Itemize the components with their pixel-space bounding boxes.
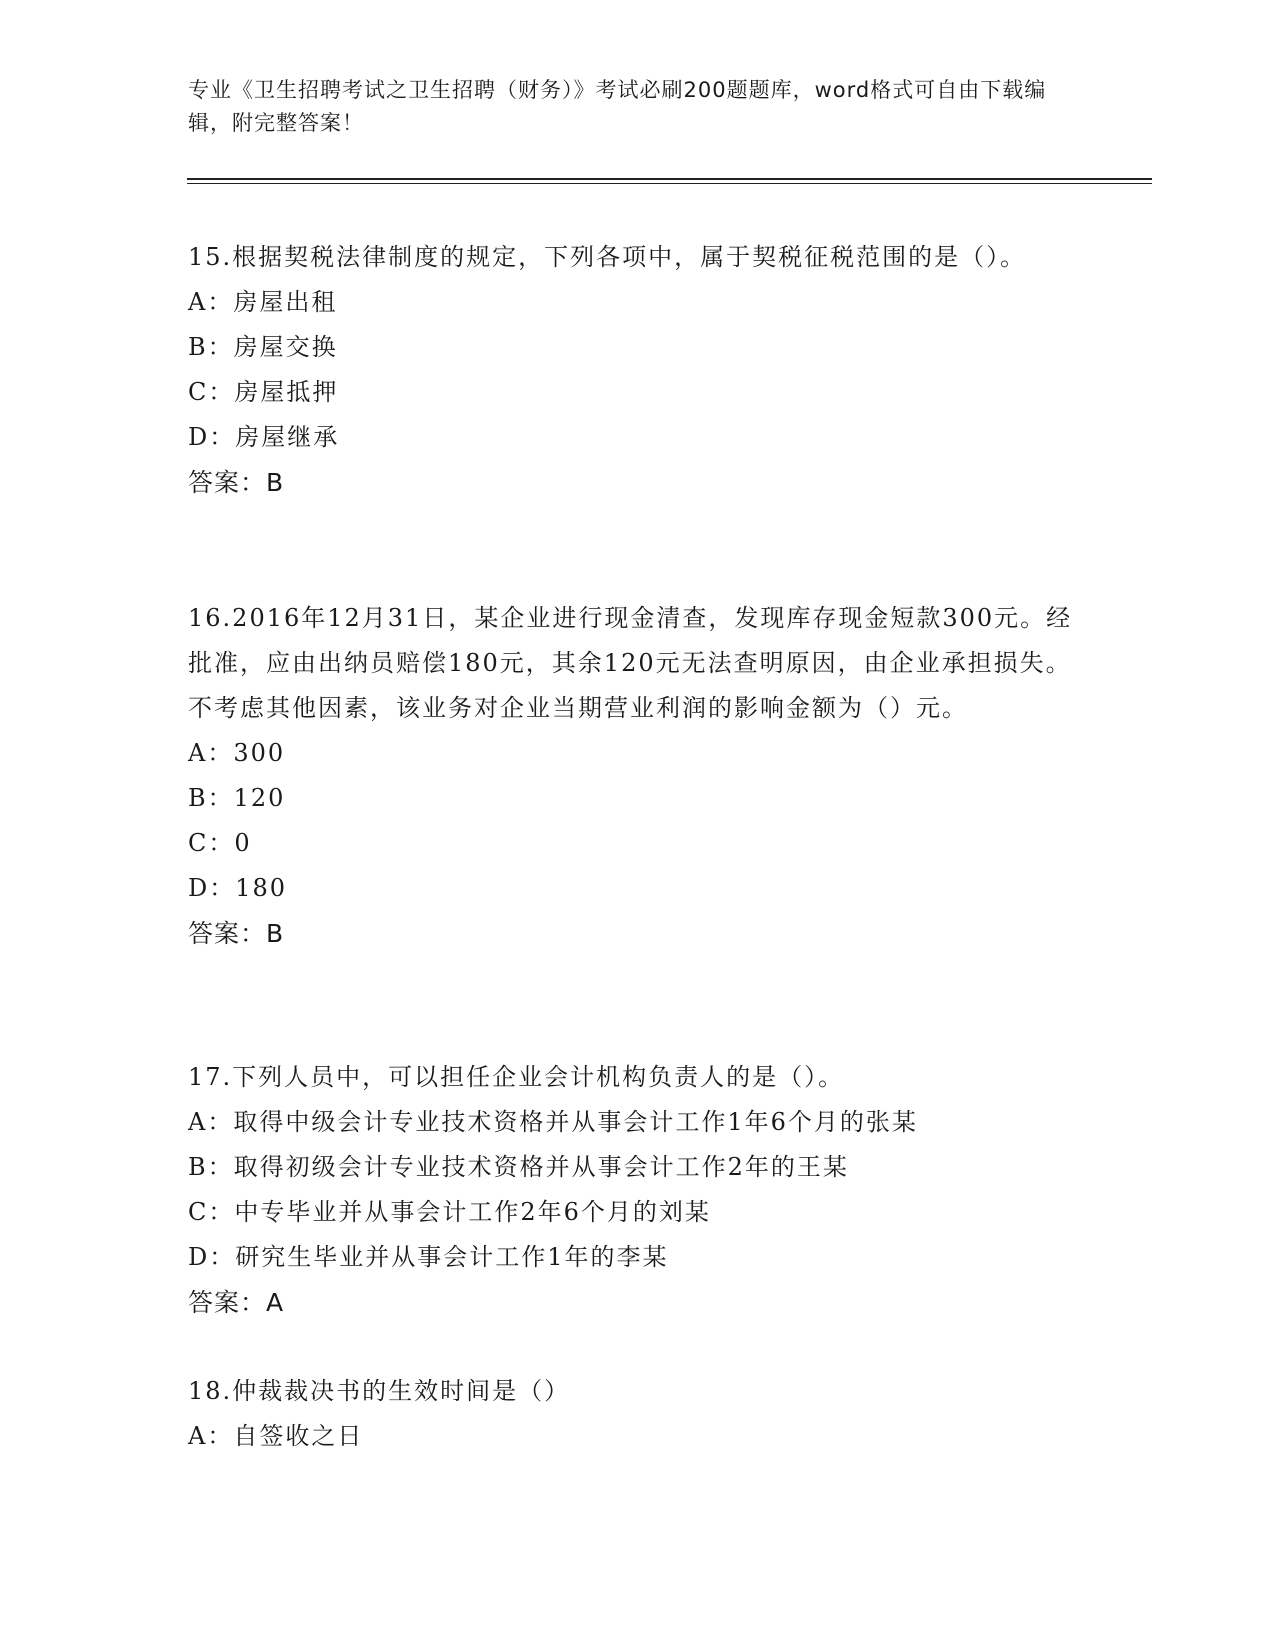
question-16 [188,596,1088,956]
header-rule-thick [187,178,1152,180]
question-text: 17.下列人员中，可以担任企业会计机构负责人的是（）。 [188,1063,845,1091]
answer: 答案：B [188,919,285,948]
question-text: 18.仲裁裁决书的生效时间是（） [188,1377,571,1405]
option-b: B：120 [188,784,286,812]
header-rule-thin [187,183,1152,184]
option-d: D：180 [188,874,288,902]
answer: 答案：B [188,468,285,497]
option-c: C：0 [188,829,252,857]
option-a: A：300 [188,739,286,767]
option-c: C：房屋抵押 [188,378,339,406]
question-18 [188,1369,1088,1459]
option-c: C：中专毕业并从事会计工作2年6个月的刘某 [188,1198,711,1226]
answer: 答案：A [188,1288,285,1317]
option-d: D：房屋继承 [188,423,340,451]
question-15 [188,235,1088,505]
question-text: 15.根据契税法律制度的规定，下列各项中，属于契税征税范围的是（）。 [188,243,1027,271]
option-a: A：自签收之日 [188,1422,364,1450]
question-17 [188,1055,1088,1325]
option-b: B：房屋交换 [188,333,338,361]
option-a: A：取得中级会计专业技术资格并从事会计工作1年6个月的张某 [188,1108,918,1136]
question-text: 16.2016年12月31日，某企业进行现金清查，发现库存现金短款300元。经批准，应由出纳员赔偿180元，其余120元无法查明原因，由企业承担损失。不考虑其他因素，该业务对企业当期营业利润的影响金额为（）元。 [188,604,1073,722]
option-d: D：研究生毕业并从事会计工作1年的李某 [188,1243,669,1271]
document-header: 专业《卫生招聘考试之卫生招聘（财务）》考试必刷200题题库，word格式可自由下载编辑，附完整答案！ [188,78,1047,135]
option-a: A：房屋出租 [188,288,338,316]
option-b: B：取得初级会计专业技术资格并从事会计工作2年的王某 [188,1153,849,1181]
